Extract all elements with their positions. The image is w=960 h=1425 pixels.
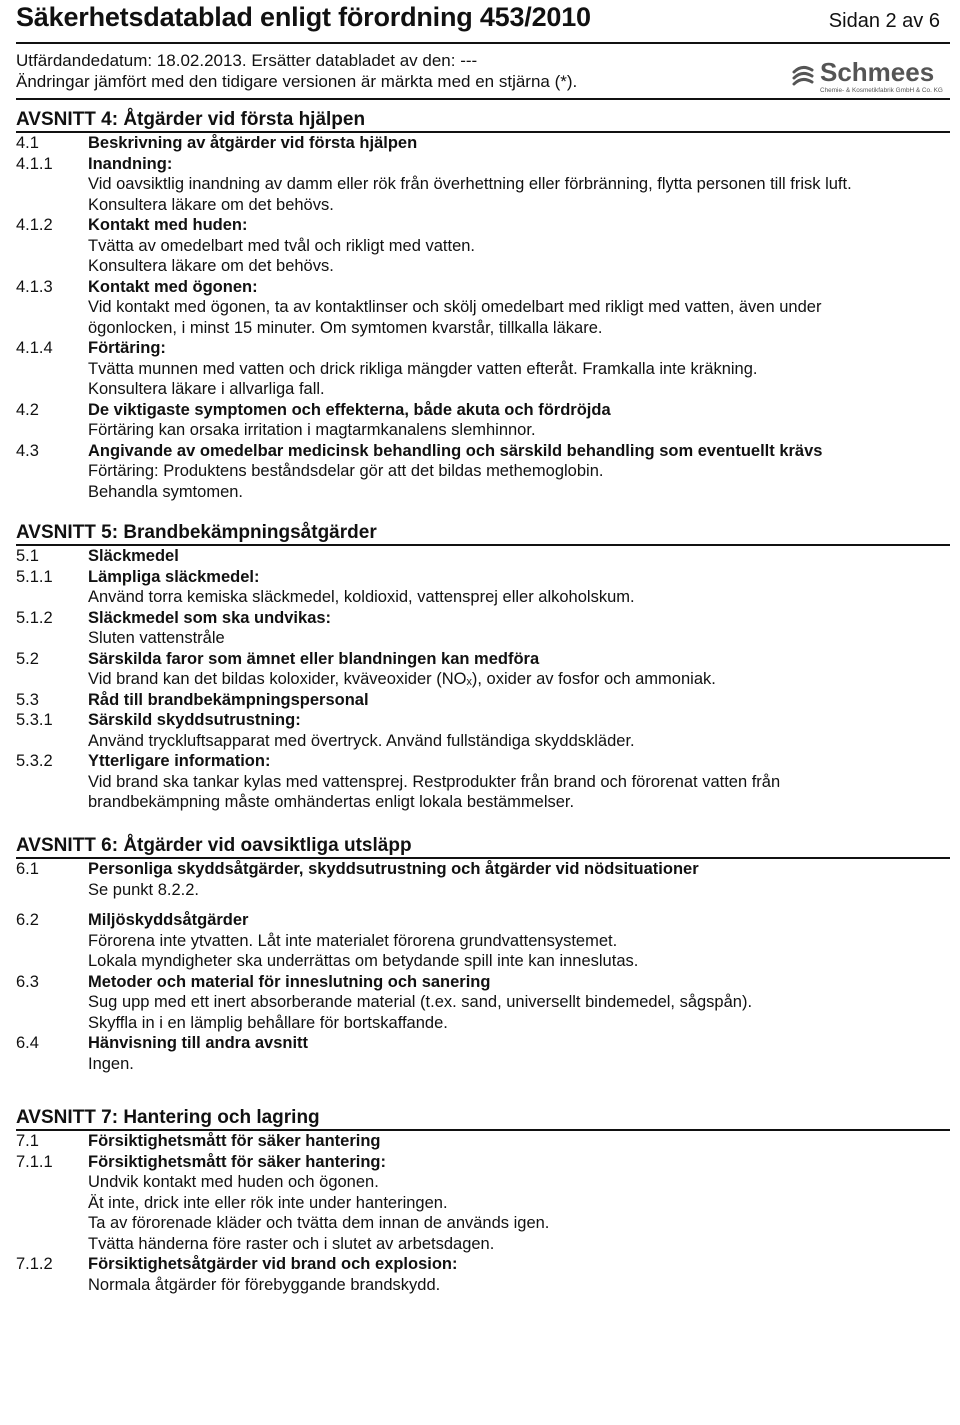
subsection-heading: De viktigaste symptomen och effekterna, både akuta och fördröjda	[88, 400, 611, 419]
section-5	[16, 521, 950, 813]
subsection-heading: Försiktighetsmått för säker hantering:	[88, 1152, 386, 1171]
subsection-heading: Beskrivning av åtgärder vid första hjälpen	[88, 134, 418, 152]
subsection-heading: Förtäring:	[88, 339, 166, 357]
subsection-heading: Särskilda faror som ämnet eller blandningen kan medföra	[88, 649, 540, 668]
changes-line: Ändringar jämfört med den tidigare versionen är märkta med en stjärna (*).	[16, 72, 578, 91]
subsection-text: Lokala myndigheter ska underrättas om betydande spill inte kan inneslutas.	[88, 952, 639, 970]
subsection-text: Sluten vattenstråle	[88, 629, 225, 647]
subsection-row	[16, 441, 950, 503]
subsection-text: Ta av förorenade kläder och tvätta dem innan de används igen.	[88, 1214, 550, 1232]
subsection-row	[16, 1033, 950, 1074]
subsection-row	[16, 751, 950, 813]
document-title: Säkerhetsdatablad enligt förordning 453/2010	[16, 2, 591, 32]
subsection-text: Vid brand kan det bildas koloxider, kväveoxider (NOₓ), oxider av fosfor och ammoniak.	[88, 670, 716, 688]
subsection-text: Skyffla in i en lämplig behållare för bortskaffande.	[88, 1013, 448, 1032]
subsection-number: 5.1.2	[16, 608, 53, 627]
section-4	[16, 108, 950, 502]
subsection-text: Vid kontakt med ögonen, ta av kontaktlinser och skölj omedelbart med rikligt med vatten, även under	[88, 298, 822, 316]
logo-name: Schmees	[820, 57, 935, 87]
subsection-text: Konsultera läkare i allvarliga fall.	[88, 380, 325, 398]
schmees-logo	[788, 56, 948, 96]
subsection-number: 4.2	[16, 400, 39, 419]
subsection-row	[16, 546, 950, 567]
subsection-heading: Ytterligare information:	[88, 752, 271, 770]
subsection-heading: Råd till brandbekämpningspersonal	[88, 690, 369, 709]
section-6-title: AVSNITT 6: Åtgärder vid oavsiktliga utsläpp	[16, 835, 412, 856]
subsection-heading: Särskild skyddsutrustning:	[88, 711, 301, 729]
subsection-row	[16, 1152, 950, 1255]
subsection-number: 5.3.1	[16, 711, 53, 729]
subsection-text: Förtäring kan orsaka irritation i magtarmkanalens slemhinnor.	[88, 421, 536, 439]
subsection-row	[16, 338, 950, 400]
subsection-text: Tvätta munnen med vatten och drick rikliga mängder vatten efteråt. Framkalla inte kräkning.	[88, 359, 758, 378]
subsection-heading: Släckmedel	[88, 547, 179, 565]
section-7	[16, 1106, 950, 1295]
subsection-row	[16, 215, 950, 277]
subsection-row	[16, 277, 950, 339]
subsection-number: 6.1	[16, 860, 39, 878]
subsection-heading: Personliga skyddsåtgärder, skyddsutrustning och åtgärder vid nödsituationer	[88, 860, 699, 878]
subsection-row	[16, 649, 950, 690]
subsection-heading: Lämpliga släckmedel:	[88, 567, 260, 586]
header-rule-lower	[16, 98, 950, 100]
subsection-number: 5.3	[16, 690, 39, 709]
subsection-text: Behandla symtomen.	[88, 482, 244, 501]
subsection-number: 5.1.1	[16, 567, 53, 586]
subsection-row	[16, 859, 950, 900]
section-4-title: AVSNITT 4: Åtgärder vid första hjälpen	[16, 109, 366, 130]
subsection-number: 6.3	[16, 972, 39, 991]
subsection-heading: Kontakt med ögonen:	[88, 277, 258, 296]
subsection-number: 6.4	[16, 1034, 39, 1052]
subsection-number: 4.3	[16, 441, 39, 460]
subsection-text: Ingen.	[88, 1054, 134, 1073]
subsection-heading: Miljöskyddsåtgärder	[88, 911, 249, 929]
subsection-number: 6.2	[16, 911, 39, 929]
subsection-text: Förorena inte ytvatten. Låt inte materialet förorena grundvattensystemet.	[88, 931, 618, 950]
subsection-heading: Angivande av omedelbar medicinsk behandling och särskild behandling som eventuellt krävs	[88, 441, 823, 460]
section-5-title: AVSNITT 5: Brandbekämpningsåtgärder	[16, 522, 377, 543]
subsection-number: 5.3.2	[16, 752, 53, 770]
subsection-row	[16, 133, 950, 154]
subsection-text: Konsultera läkare om det behövs.	[88, 195, 334, 214]
section-4-items	[16, 133, 950, 502]
subsection-number: 4.1.4	[16, 339, 53, 357]
subsection-text: Tvätta händerna före raster och i slutet av arbetsdagen.	[88, 1234, 495, 1253]
section-6	[16, 834, 950, 1074]
section-7-items	[16, 1131, 950, 1295]
subsection-text: brandbekämpning måste omhändertas enligt lokala bestämmelser.	[88, 793, 575, 811]
section-7-title: AVSNITT 7: Hantering och lagring	[16, 1107, 320, 1128]
subsection-row	[16, 400, 950, 441]
subsection-heading: Försiktighetsmått för säker hantering	[88, 1132, 381, 1150]
subsection-text: Använd torra kemiska släckmedel, koldioxid, vattensprej eller alkoholskum.	[88, 588, 635, 606]
subsection-number: 7.1.2	[16, 1255, 53, 1273]
subsection-text: Se punkt 8.2.2.	[88, 880, 199, 899]
subsection-row	[16, 710, 950, 751]
subsection-text: Undvik kontakt med huden och ögonen.	[88, 1173, 379, 1191]
subsection-row	[16, 567, 950, 608]
subsection-number: 4.1.3	[16, 277, 53, 296]
subsection-text: Sug upp med ett inert absorberande material (t.ex. sand, universellt bindemedel, sågspån).	[88, 993, 753, 1011]
subsection-number: 4.1	[16, 134, 39, 152]
subsection-number: 4.1.2	[16, 216, 53, 234]
subsection-row	[16, 910, 950, 972]
subsection-heading: Kontakt med huden:	[88, 216, 248, 234]
subsection-heading: Hänvisning till andra avsnitt	[88, 1034, 309, 1052]
issue-date-line: Utfärdandedatum: 18.02.2013. Ersätter databladet av den: ---	[16, 51, 478, 70]
subsection-text: Ät inte, drick inte eller rök inte under hanteringen.	[88, 1193, 448, 1212]
page-number: Sidan 2 av 6	[828, 10, 940, 32]
subsection-heading: Inandning:	[88, 154, 173, 173]
subsection-heading: Släckmedel som ska undvikas:	[88, 608, 332, 627]
subsection-heading: Försiktighetsåtgärder vid brand och explosion:	[88, 1255, 458, 1273]
subsection-text: Vid oavsiktlig inandning av damm eller rök från överhettning eller förbränning, flytta personen till frisk luft.	[88, 175, 852, 193]
subsection-row	[16, 154, 950, 216]
subsection-heading: Metoder och material för inneslutning och sanering	[88, 972, 491, 991]
subsection-text: Använd tryckluftsapparat med övertryck. Använd fullständiga skyddskläder.	[88, 731, 635, 750]
subsection-text: Konsultera läkare om det behövs.	[88, 257, 334, 275]
subsection-text: Förtäring: Produktens beståndsdelar gör att det bildas methemoglobin.	[88, 462, 604, 480]
subsection-row	[16, 690, 950, 711]
subsection-text: Vid brand ska tankar kylas med vattensprej. Restprodukter från brand och förorenat vatten från	[88, 772, 781, 791]
subsection-row	[16, 1131, 950, 1152]
subsection-row	[16, 1254, 950, 1295]
subsection-number: 7.1.1	[16, 1152, 53, 1171]
subsection-number: 4.1.1	[16, 154, 53, 173]
subsection-number: 7.1	[16, 1132, 39, 1150]
subsection-text: ögonlocken, i minst 15 minuter. Om symtomen kvarstår, tillkalla läkare.	[88, 318, 603, 337]
subsection-row	[16, 608, 950, 649]
subsection-number: 5.1	[16, 547, 39, 565]
subsection-number: 5.2	[16, 649, 39, 668]
subsection-row	[16, 972, 950, 1034]
logo-subtitle: Chemie- & Kosmetikfabrik GmbH & Co. KG	[820, 87, 943, 94]
subsection-text: Tvätta av omedelbart med tvål och rikligt med vatten.	[88, 236, 476, 255]
header-rule	[16, 42, 950, 44]
subsection-text: Normala åtgärder för förebyggande brandskydd.	[88, 1275, 441, 1294]
section-6-items	[16, 859, 950, 1074]
section-5-items	[16, 546, 950, 813]
